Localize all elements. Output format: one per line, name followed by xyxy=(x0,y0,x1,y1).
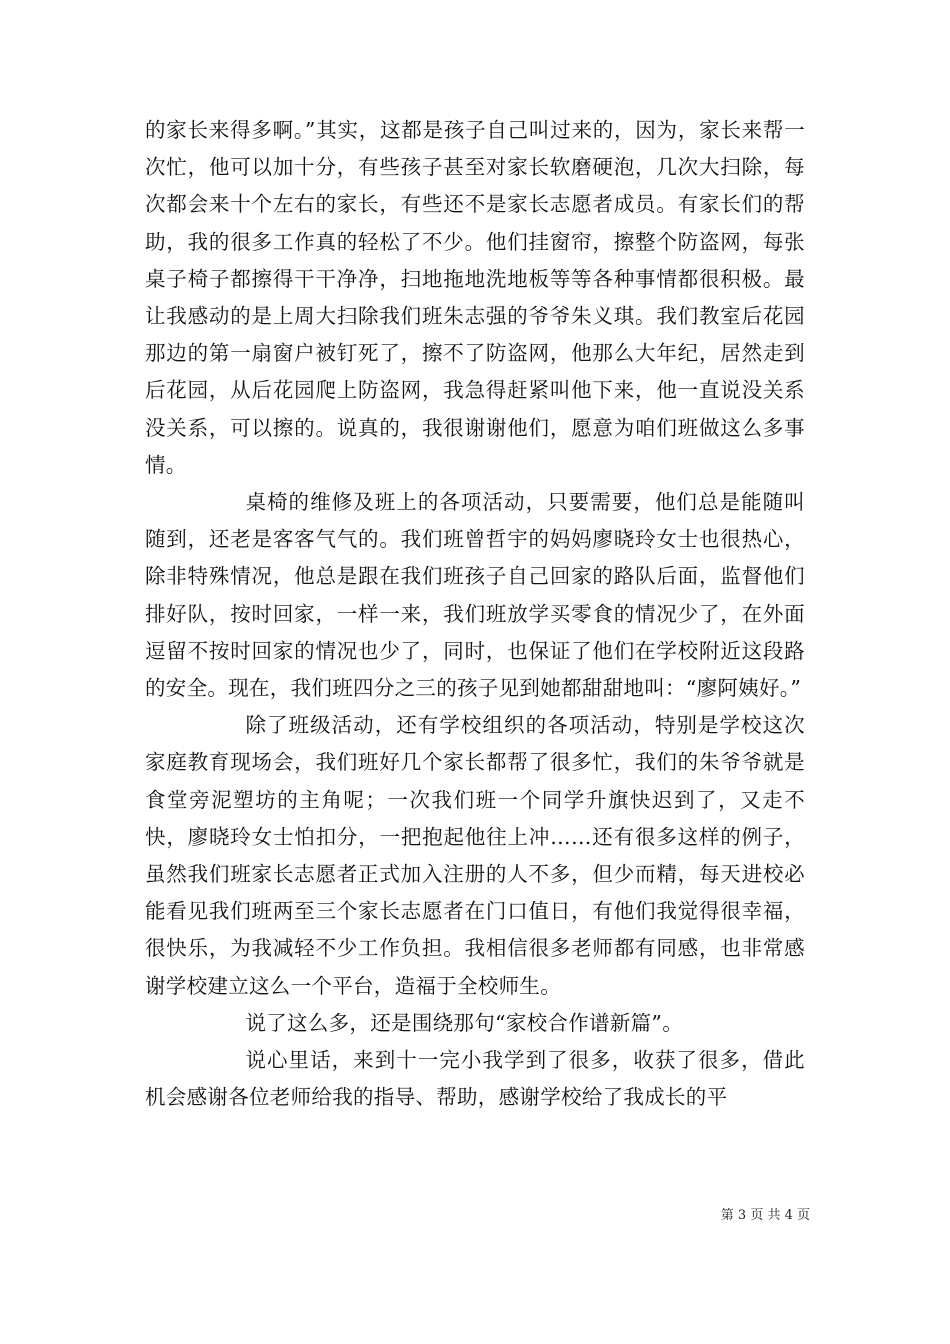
document-body xyxy=(145,112,805,1116)
paragraph-school-activities: 除了班级活动，还有学校组织的各项活动，特别是学校这次家庭教育现场会，我们班好几个家长都帮了很多忙，我们的朱爷爷就是食堂旁泥塑坊的主角呢；一次我们班一个同学升旗快迟到了，又走不快，廖晓玲女士怕扣分，一把抱起他往上冲……还有很多这样的例子，虽然我们班家长志愿者正式加入注册的人不多，但少而精，每天进校必能看见我们班两至三个家长志愿者在门口值日，有他们我觉得很幸福，很快乐，为我减轻不少工作负担。我相信很多老师都有同感，也非常感谢学校建立这么一个平台，造福于全校师生。 xyxy=(145,713,805,998)
paragraph-desk-repair: 桌椅的维修及班上的各项活动，只要需要，他们总是能随叫随到，还老是客客气气的。我们班曾哲宇的妈妈廖晓玲女士也很热心，除非特殊情况，他总是跟在我们班孩子自己回家的路队后面，监督他们排好队，按时回家，一样一来，我们班放学买零食的情况少了，在外面逗留不按时回家的情况也少了，同时，也保证了他们在学校附近这段路的安全。现在，我们班四分之三的孩子见到她都甜甜地叫：“廖阿姨好。” xyxy=(145,490,805,701)
page-number-footer: 第 3 页 共 4 页 xyxy=(720,1208,810,1223)
paragraph-thanks: 说心里话，来到十一完小我学到了很多，收获了很多，借此机会感谢各位老师给我的指导、帮助，感谢学校给了我成长的平 xyxy=(145,1048,805,1110)
paragraph-continuation: 的家长来得多啊。”其实，这都是孩子自己叫过来的，因为，家长来帮一次忙，他可以加十分，有些孩子甚至对家长软磨硬泡，几次大扫除，每次都会来十个左右的家长，有些还不是家长志愿者成员。有家长们的帮助，我的很多工作真的轻松了不少。他们挂窗帘，擦整个防盗网，每张桌子椅子都擦得干干净净，扫地拖地洗地板等等各种事情都很积极。最让我感动的是上周大扫除我们班朱志强的爷爷朱义琪。我们教室后花园那边的第一扇窗户被钉死了，擦不了防盗网，他那么大年纪，居然走到后花园，从后花园爬上防盗网，我急得赶紧叫他下来，他一直说没关系没关系，可以擦的。说真的，我很谢谢他们，愿意为咱们班做这么多事情。 xyxy=(145,118,805,477)
paragraph-summary: 说了这么多，还是围绕那句“家校合作谱新篇”。 xyxy=(245,1010,683,1035)
